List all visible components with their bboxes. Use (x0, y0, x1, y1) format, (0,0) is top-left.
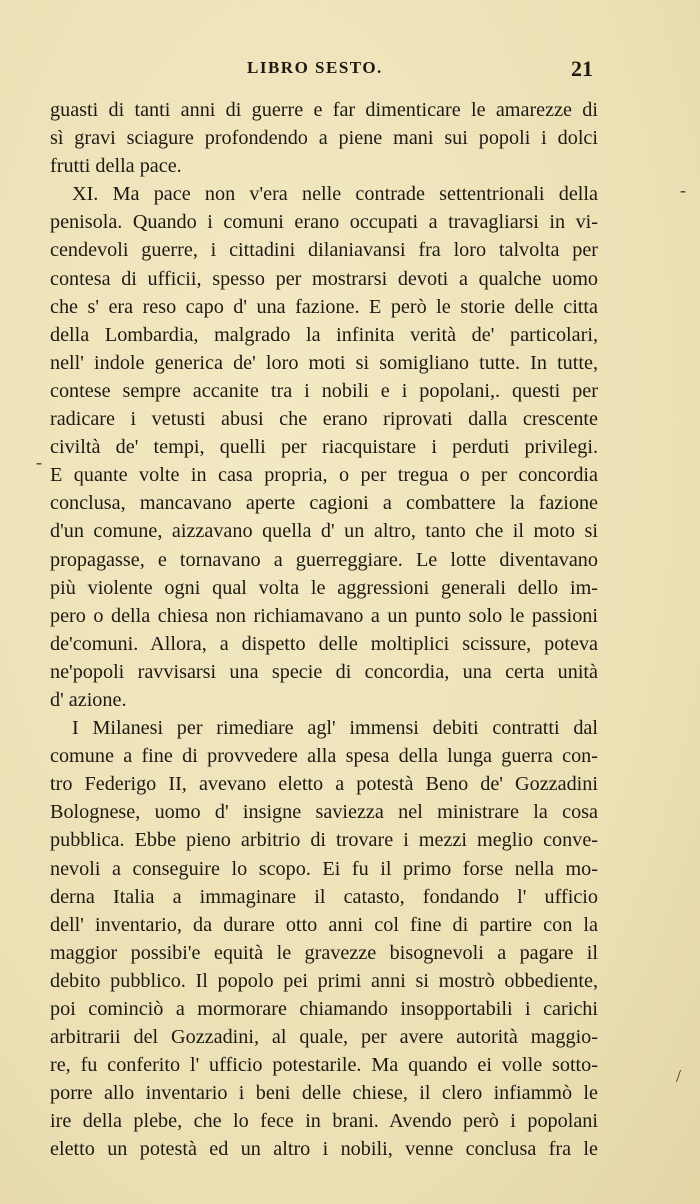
text-line: nell' indole generica de' loro moti si somigliano tutte. In tutte, (50, 351, 598, 374)
text-line: maggior possibi'e equità le gravezze bisognevoli a pagare il (50, 941, 598, 964)
body-text (50, 96, 598, 1164)
running-header (0, 58, 700, 82)
running-title: LIBRO SESTO. (247, 58, 383, 77)
paragraph-end-line: d' azione. (50, 688, 127, 711)
text-line: Bolognese, uomo d' insigne saviezza nel ministrare la cosa (50, 801, 598, 824)
text-line: nevoli a conseguire lo scopo. Ei fu il primo forse nella mo- (50, 857, 598, 880)
text-line: poi cominciò a mormorare chiamando insopportabili i carichi (50, 998, 598, 1020)
paragraph-start-line: XI. Ma pace non v'era nelle contrade settentrionali della (72, 183, 598, 206)
text-line: ire della plebe, che lo fece in brani. Avendo però i popolani (50, 1110, 598, 1133)
text-line: radicare i vetusti abusi che erano riprovati dalla crescente (50, 408, 598, 431)
text-line: porre allo inventario i beni delle chiese, il clero infiammò le (50, 1082, 598, 1105)
text-line: pubblica. Ebbe pieno arbitrio di trovare i mezzi meglio conve- (50, 829, 598, 852)
text-line: che s' era reso capo d' una fazione. E però le storie delle citta (50, 295, 598, 318)
text-line: pero o della chiesa non richiamavano a un punto solo le passioni (50, 604, 598, 627)
text-line: eletto un potestà ed un altro i nobili, venne conclusa fra le (50, 1138, 598, 1161)
text-line: della Lombardia, malgrado la infinita verità de' particolari, (50, 323, 598, 346)
text-line: guasti di tanti anni di guerre e far dimenticare le amarezze di (50, 99, 598, 121)
text-line: cendevoli guerre, i cittadini dilaniavansi fra loro talvolta per (50, 239, 598, 262)
page-number: 21 (571, 56, 593, 81)
text-line: debito pubblico. Il popolo pei primi anni si mostrò obbediente, (50, 969, 598, 992)
text-line: E quante volte in casa propria, o per tregua o per concordia (50, 464, 598, 487)
margin-left-dash-mark: - (36, 452, 42, 472)
text-line: tro Federigo II, avevano eletto a potestà Beno de' Gozzadini (50, 773, 598, 796)
text-line: derna Italia a immaginare il catasto, fondando l' ufficio (50, 885, 598, 908)
text-line: arbitrarii del Gozzadini, al quale, per avere autorità maggio- (50, 1026, 598, 1049)
text-line: ne'popoli ravvisarsi una specie di concordia, una certa unità (50, 660, 598, 683)
text-line: comune a fine di provvedere alla spesa della lunga guerra con- (50, 745, 598, 768)
margin-slash-mark: / (676, 1066, 682, 1086)
paragraph-start-line: I Milanesi per rimediare agl' immensi debiti contratti dal (72, 717, 598, 740)
text-line: d'un comune, aizzavano quella d' un altro, tanto che il moto si (50, 520, 598, 543)
text-line: de'comuni. Allora, a dispetto delle moltiplici scissure, poteva (50, 632, 598, 655)
text-line: dell' inventario, da durare otto anni col fine di partire con la (50, 913, 598, 936)
text-line: re, fu conferito l' ufficio potestarile. Ma quando ei volle sotto- (50, 1054, 598, 1077)
text-line: propagasse, e tornavano a guerreggiare. Le lotte diventavano (50, 548, 598, 571)
text-line: più violente ogni qual volta le aggressioni generali dello im- (50, 576, 598, 599)
text-line: contese sempre accanite tra i nobili e i popolani,. questi per (50, 379, 598, 402)
paragraph-end-line: frutti della pace. (50, 155, 182, 178)
text-line: civiltà de' tempi, quelli per riacquistare i perduti privilegi. (50, 436, 598, 459)
text-line: penisola. Quando i comuni erano occupati a travagliarsi in vi- (50, 211, 598, 234)
text-line: contesa di ufficii, spesso per mostrarsi devoti a qualche uomo (50, 267, 598, 290)
margin-dash-mark: - (680, 180, 686, 200)
text-line: conclusa, mancavano aperte cagioni a combattere la fazione (50, 492, 598, 515)
text-line: sì gravi sciagure profondendo a piene mani sui popoli i dolci (50, 127, 598, 150)
